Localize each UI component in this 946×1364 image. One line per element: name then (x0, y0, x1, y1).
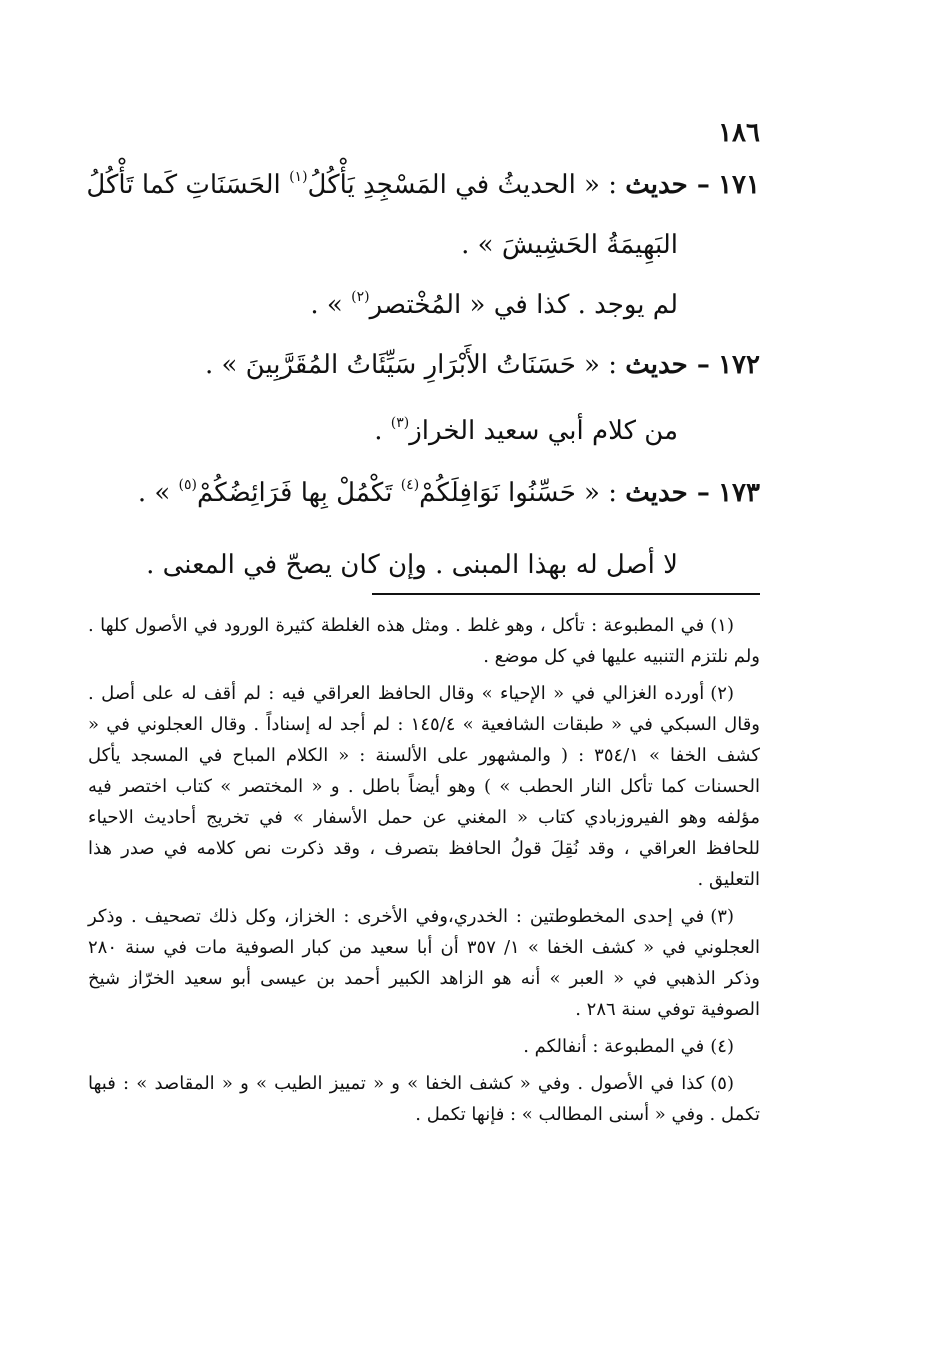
entry-number: ١٧١ (718, 170, 760, 200)
hadith-line: ١٧٢ – حديث : « حَسَنَاتُ الأَبْرَارِ سَيِّئَاتُ المُقَرَّبِينَ » . (204, 350, 760, 380)
comment-text-end: . (374, 416, 383, 446)
footnote-4 (88, 1031, 760, 1062)
footnote-ref: (١) (289, 169, 308, 185)
comment-text: لم يوجد . كذا في « المُخْتصر (369, 290, 678, 320)
footnote-mark: (٥) (710, 1073, 734, 1094)
footnote-mark: (٣) (710, 906, 734, 927)
footnote-text: أورده الغزالي في « الإحياء » وقال الحافظ العراقي فيه : لم أقف له على أصل . وقال السبكي في « طبقات الشافعية » ١٤٥/٤ : لم أجد له إسناداً . وقال العجلوني في « كشف الخفا » ٣٥٤/١ : ( والمشهور على الألسنة : « الكلام المباح في المسجد يأكل الحسنات كما تأكل النار الحطب » ) وهو أيضاً باطل . و « المختصر » كتاب اختصر فيه مؤلفه وهو الفيروزبادي كتاب « المغني عن حمل الأسفار » في تخريج أحاديث الاحياء للحافظ العراقي ، وقد نُقِلَ قولُ الحافظ بتصرف ، وقد ذكرت نص كلامه في صدر هذا التعليق . (88, 683, 761, 890)
footnote-mark: (١) (710, 615, 734, 636)
hadith-comment (160, 416, 760, 446)
entry-keyword: حديث (625, 170, 688, 200)
footnote-text: كذا في الأصول . وفي « كشف الخفا » و « تمييز الطيب » و « المقاصد » : فبها تكمل . وفي « أسنى المطالب » : فإنها تكمل . (88, 1073, 760, 1125)
footnote-text: في المطبوعة : أنفالكم . (523, 1036, 705, 1057)
page-number: ١٨٦ (718, 118, 760, 148)
footnote-1 (88, 610, 760, 672)
footnote-ref: (٤) (400, 477, 420, 493)
hadith-text: : « حَسَنَاتُ الأَبْرَارِ سَيِّئَاتُ المُقَرَّبِينَ » . (204, 350, 617, 380)
entry-number: ١٧٣ (718, 478, 760, 508)
footnote-mark: (٢) (710, 683, 734, 704)
hadith-text: : « الحديثُ في المَسْجِدِ يَأْكُلُ (307, 170, 617, 200)
hadith-text-end: » . (137, 478, 171, 508)
footnote-ref: (٢) (351, 289, 370, 305)
footnote-5 (88, 1068, 760, 1130)
hadith-entry-173 (137, 477, 760, 580)
entry-keyword: حديث (625, 478, 688, 508)
footnote-mark: (٤) (710, 1036, 734, 1057)
footnote-2 (88, 678, 760, 895)
footnote-3 (88, 901, 760, 1025)
hadith-line: ١٧١ – حديث : « الحديثُ في المَسْجِدِ يَأْكُلُ$^{(١)}$ الحَسَنَاتِ كَما تَأْكُلُ (86, 169, 760, 200)
footnote-text: في المطبوعة : تأكل ، وهو غلط . ومثل هذه الغلطة كثيرة الورود في الأصول كلها . ولم نلتزم التنبيه عليها في كل موضع . (88, 615, 760, 667)
hadith-text: الحَسَنَاتِ كَما تَأْكُلُ (86, 170, 281, 200)
entry-number: ١٧٢ (718, 350, 760, 380)
hadith-comment: لا أصل له بهذا المبنى . وإن كان يصحّ في المعنى . (146, 550, 678, 580)
hadith-text: : « حَسِّنُوا نَوَافِلَكُمْ (419, 478, 617, 508)
hadith-text: تَكْمُلْ بِها فَرَائِضُكُمْ (197, 478, 393, 508)
hadith-line: ١٧٣ – حديث : « حَسِّنُوا نَوَافِلَكُمْ$^{(٤)}$ تَكْمُلْ بِها فَرَائِضُكُمْ$^{(٥)}$ » . (137, 477, 760, 508)
hadith-entry-171 (86, 169, 760, 320)
entry-keyword: حديث (625, 350, 688, 380)
footnotes-section (88, 610, 760, 1136)
main-text (86, 169, 760, 580)
comment-text: من كلام أبي سعيد الخراز (409, 416, 678, 446)
footnote-text: في إحدى المخطوطتين : الخدري،وفي الأخرى : الخزاز، وكل ذلك تصحيف . وذكر العجلوني في « كشف الخفا » ١/ ٣٥٧ أن أبا سعيد من كبار الصوفية مات في سنة ٢٨٠ وذكر الذهبي في « العبر » أنه هو الزاهد الكبير أحمد بن عيسى أبو سعيد الخرّاز شيخ الصوفية توفي سنة ٢٨٦ . (88, 906, 760, 1020)
comment-text-end: » . (310, 290, 343, 320)
footnote-ref: (٥) (178, 477, 197, 493)
footnote-separator (372, 593, 760, 595)
hadith-entry-172 (160, 350, 760, 446)
footnote-ref: (٣) (390, 415, 410, 431)
hadith-comment (160, 290, 760, 320)
hadith-line-continuation: البَهِيمَةُ الحَشِيشَ » . (461, 230, 678, 260)
